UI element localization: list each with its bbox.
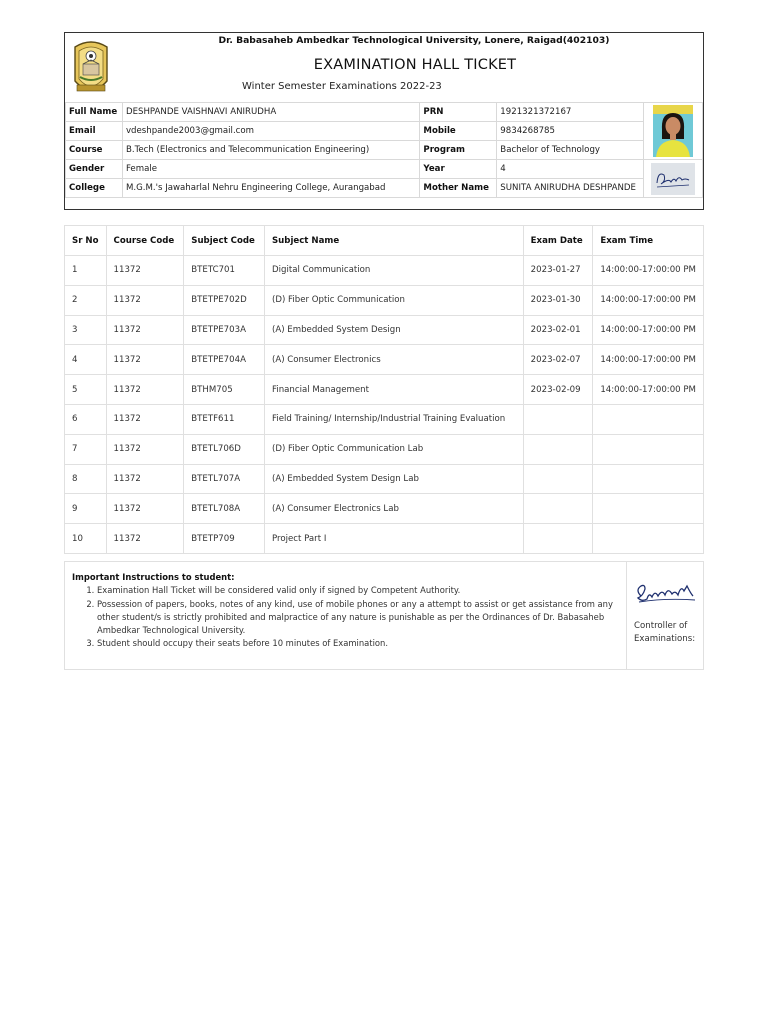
exam-time-cell	[593, 464, 704, 494]
subject-code-cell: BTETPE702D	[184, 285, 265, 315]
course-label: Course	[66, 141, 123, 160]
university-name: Dr. Babasaheb Ambedkar Technological University, Lonere, Raigad(402103)	[218, 35, 610, 46]
sr-no-cell: 3	[65, 315, 107, 345]
sr-no-cell: 9	[65, 494, 107, 524]
subject-name-cell: Field Training/ Internship/Industrial Training Evaluation	[264, 404, 523, 434]
college-label: College	[66, 179, 123, 198]
year-label: Year	[420, 160, 497, 179]
table-row	[65, 285, 704, 315]
subjects-table	[64, 225, 704, 554]
column-header: Exam Time	[593, 226, 704, 256]
exam-date-cell: 2023-02-01	[523, 315, 593, 345]
mobile-label: Mobile	[420, 122, 497, 141]
subjects-header-row	[65, 226, 704, 256]
exam-time-cell: 14:00:00-17:00:00 PM	[593, 285, 704, 315]
subject-code-cell: BTETPE703A	[184, 315, 265, 345]
table-row	[65, 524, 704, 554]
instructions-box	[64, 561, 704, 670]
exam-date-cell	[523, 434, 593, 464]
program-value: Bachelor of Technology	[497, 141, 644, 160]
controller-signature	[631, 580, 699, 610]
program-label: Program	[420, 141, 497, 160]
sr-no-cell: 8	[65, 464, 107, 494]
sr-no-cell: 7	[65, 434, 107, 464]
exam-date-cell: 2023-01-30	[523, 285, 593, 315]
exam-time-cell: 14:00:00-17:00:00 PM	[593, 345, 704, 375]
subject-name-cell: (A) Embedded System Design Lab	[264, 464, 523, 494]
table-row	[65, 375, 704, 405]
exam-time-cell: 14:00:00-17:00:00 PM	[593, 256, 704, 286]
info-row-course	[66, 141, 703, 160]
column-header: Subject Code	[184, 226, 265, 256]
table-row	[65, 434, 704, 464]
subject-code-cell: BTETL706D	[184, 434, 265, 464]
table-row	[65, 345, 704, 375]
course-code-cell: 11372	[106, 464, 184, 494]
column-header: Course Code	[106, 226, 184, 256]
subject-code-cell: BTETF611	[184, 404, 265, 434]
subject-code-cell: BTHM705	[184, 375, 265, 405]
info-row-college	[66, 179, 703, 198]
info-row-gender	[66, 160, 703, 179]
table-row	[65, 494, 704, 524]
year-value: 4	[497, 160, 644, 179]
controller-label: Controller of Examinations:	[634, 621, 696, 644]
subject-name-cell: Project Part I	[264, 524, 523, 554]
course-code-cell: 11372	[106, 345, 184, 375]
exam-date-cell: 2023-02-07	[523, 345, 593, 375]
photo-cell	[644, 103, 703, 160]
email-value: vdeshpande2003@gmail.com	[122, 122, 419, 141]
exam-time-cell	[593, 434, 704, 464]
subject-name-cell: (A) Consumer Electronics Lab	[264, 494, 523, 524]
sr-no-cell: 4	[65, 345, 107, 375]
subject-name-cell: Financial Management	[264, 375, 523, 405]
exam-date-cell: 2023-01-27	[523, 256, 593, 286]
sr-no-cell: 2	[65, 285, 107, 315]
exam-time-cell: 14:00:00-17:00:00 PM	[593, 375, 704, 405]
course-code-cell: 11372	[106, 434, 184, 464]
subject-name-cell: (D) Fiber Optic Communication Lab	[264, 434, 523, 464]
mother-name-value: SUNITA ANIRUDHA DESHPANDE	[497, 179, 644, 198]
course-code-cell: 11372	[106, 524, 184, 554]
college-value: M.G.M.'s Jawaharlal Nehru Engineering College, Aurangabad	[122, 179, 419, 198]
sr-no-cell: 5	[65, 375, 107, 405]
table-row	[65, 404, 704, 434]
exam-time-cell: 14:00:00-17:00:00 PM	[593, 315, 704, 345]
full-name-label: Full Name	[66, 103, 123, 122]
exam-session: Winter Semester Examinations 2022-23	[242, 81, 442, 92]
exam-date-cell	[523, 494, 593, 524]
exam-time-cell	[593, 494, 704, 524]
subject-name-cell: (A) Consumer Electronics	[264, 345, 523, 375]
student-signature	[651, 163, 695, 195]
course-code-cell: 11372	[106, 494, 184, 524]
prn-label: PRN	[420, 103, 497, 122]
table-row	[65, 464, 704, 494]
student-photo	[653, 105, 693, 157]
instruction-item: 3. Student should occupy their seats before 10 minutes of Examination.	[97, 637, 617, 650]
exam-date-cell	[523, 464, 593, 494]
full-name-value: DESHPANDE VAISHNAVI ANIRUDHA	[122, 103, 419, 122]
instructions-title: Important Instructions to student:	[72, 572, 235, 582]
mother-name-label: Mother Name	[420, 179, 497, 198]
instruction-item: 1. Examination Hall Ticket will be considered valid only if signed by Competent Authority.	[97, 584, 617, 597]
controller-sign-area	[626, 562, 705, 669]
table-row	[65, 315, 704, 345]
exam-date-cell: 2023-02-09	[523, 375, 593, 405]
exam-date-cell	[523, 404, 593, 434]
instruction-item: 2. Possession of papers, books, notes of any kind, use of mobile phones or any a attempt to assist or get assistance from any other student/s is strictly prohibited and malpractice of any nature is punishable as per the Ordinances of Dr. Babasaheb Ambedkar Technological University.	[97, 598, 617, 638]
info-row-name	[66, 103, 703, 122]
subject-name-cell: (D) Fiber Optic Communication	[264, 285, 523, 315]
student-info-table	[65, 102, 703, 198]
page-title: EXAMINATION HALL TICKET	[313, 57, 517, 73]
gender-label: Gender	[66, 160, 123, 179]
info-row-email	[66, 122, 703, 141]
subject-code-cell: BTETL708A	[184, 494, 265, 524]
subject-name-cell: (A) Embedded System Design	[264, 315, 523, 345]
subject-code-cell: BTETPE704A	[184, 345, 265, 375]
signature-cell	[644, 160, 703, 198]
column-header: Subject Name	[264, 226, 523, 256]
exam-time-cell	[593, 524, 704, 554]
exam-time-cell	[593, 404, 704, 434]
sr-no-cell: 10	[65, 524, 107, 554]
sr-no-cell: 1	[65, 256, 107, 286]
course-value: B.Tech (Electronics and Telecommunication Engineering)	[122, 141, 419, 160]
instructions-text	[72, 571, 617, 651]
instructions-list	[72, 584, 617, 650]
gender-value: Female	[122, 160, 419, 179]
sr-no-cell: 6	[65, 404, 107, 434]
course-code-cell: 11372	[106, 315, 184, 345]
subject-code-cell: BTETC701	[184, 256, 265, 286]
exam-date-cell	[523, 524, 593, 554]
subject-code-cell: BTETL707A	[184, 464, 265, 494]
subject-code-cell: BTETP709	[184, 524, 265, 554]
mobile-value: 9834268785	[497, 122, 644, 141]
column-header: Exam Date	[523, 226, 593, 256]
course-code-cell: 11372	[106, 375, 184, 405]
prn-value: 1921321372167	[497, 103, 644, 122]
hall-ticket-header	[64, 32, 704, 210]
subject-name-cell: Digital Communication	[264, 256, 523, 286]
course-code-cell: 11372	[106, 285, 184, 315]
column-header: Sr No	[65, 226, 107, 256]
table-row	[65, 256, 704, 286]
email-label: Email	[66, 122, 123, 141]
course-code-cell: 11372	[106, 256, 184, 286]
course-code-cell: 11372	[106, 404, 184, 434]
